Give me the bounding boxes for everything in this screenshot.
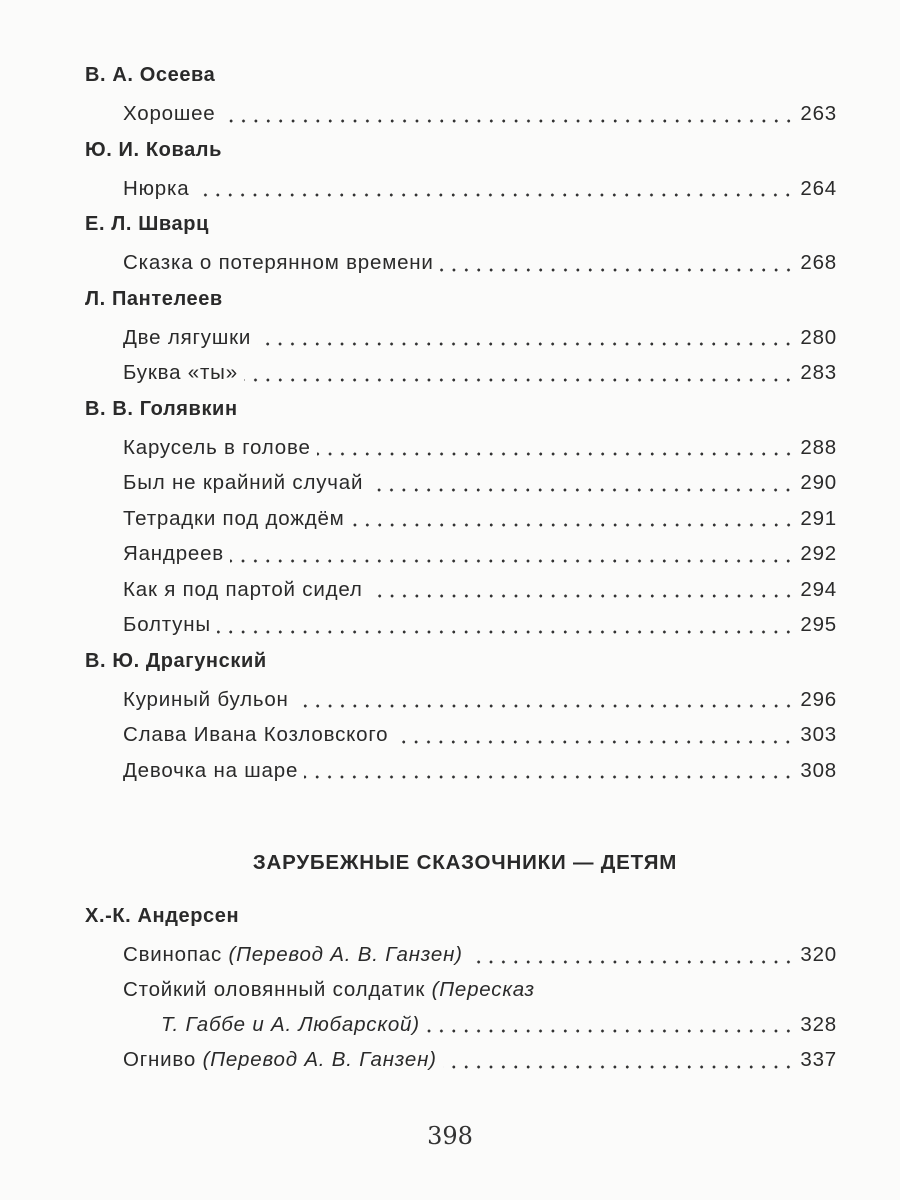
entry-title: Болтуны — [123, 613, 211, 636]
entry-title: Буква «ты» — [123, 361, 238, 384]
page-number-footer: 398 — [427, 1122, 473, 1150]
toc-entry[interactable] — [85, 973, 837, 1007]
dot-leader — [394, 740, 794, 744]
dot-leader — [443, 1065, 795, 1069]
page-number: 295 — [800, 613, 837, 636]
entry-note: (Перевод А. В. Ганзен) — [228, 943, 463, 966]
toc-entry[interactable] — [85, 1042, 837, 1078]
toc-entry[interactable] — [85, 572, 837, 608]
entry-title: Огниво — [123, 1048, 197, 1071]
entry-note: (Пересказ — [431, 977, 535, 1001]
toc-entry[interactable] — [85, 607, 837, 643]
author-name: Е. Л. Шварц — [85, 213, 209, 235]
toc-entry[interactable] — [85, 937, 837, 973]
page-number: 288 — [800, 435, 837, 459]
entry-title: Куриный бульон — [123, 687, 289, 711]
page-number: 308 — [800, 758, 837, 782]
toc-entry[interactable] — [85, 753, 837, 789]
toc-entry-continuation[interactable] — [85, 1007, 837, 1043]
page-number: 264 — [800, 176, 837, 200]
page-number: 291 — [800, 506, 837, 530]
entry-title: Был не крайний случай — [123, 471, 364, 494]
author-name: В. А. Осеева — [85, 64, 216, 86]
dot-leader — [230, 559, 794, 563]
entry-note: (Перевод А. В. Ганзен) — [202, 1048, 437, 1071]
entry-note: Т. Габбе и А. Любарской) — [161, 1012, 420, 1036]
entry-title: Как я под партой сидел — [123, 577, 363, 601]
entry-title: Свинопас — [123, 943, 223, 966]
dot-leader — [195, 193, 794, 197]
dot-leader — [369, 488, 794, 492]
entry-title: Слава Ивана Козловского — [123, 723, 389, 746]
dot-leader — [426, 1029, 795, 1033]
page-number: 328 — [800, 1012, 837, 1036]
entry-title: Две лягушки — [123, 325, 252, 349]
toc-entry[interactable] — [85, 682, 837, 718]
dot-leader — [295, 704, 795, 708]
entry-title: Яандреев — [123, 542, 224, 565]
dot-leader — [217, 630, 795, 634]
author-name: В. Ю. Драгунский — [85, 649, 267, 672]
author-name: Х.-К. Андерсен — [85, 905, 240, 927]
toc-entry[interactable] — [85, 465, 837, 501]
page-number: 337 — [800, 1048, 837, 1071]
dot-leader — [257, 342, 794, 346]
toc-entry[interactable] — [85, 96, 837, 132]
entry-title: Стойкий оловянный солдатик — [123, 977, 426, 1001]
toc-entry[interactable] — [85, 717, 837, 753]
table-of-contents — [85, 57, 837, 788]
page-number: 292 — [800, 542, 837, 565]
entry-title: Нюрка — [123, 176, 190, 200]
page-number: 320 — [800, 943, 837, 966]
dot-leader — [304, 775, 794, 779]
entry-title: Хорошее — [123, 102, 216, 125]
author-name: Л. Пантелеев — [85, 287, 223, 310]
entry-title: Карусель в голове — [123, 435, 311, 459]
page-number: 303 — [800, 723, 837, 746]
page-number: 296 — [800, 687, 837, 711]
entry-title: Тетрадки под дождём — [123, 506, 345, 530]
foreign-toc — [85, 898, 837, 1078]
toc-entry[interactable] — [85, 355, 837, 391]
toc-entry[interactable] — [85, 536, 837, 572]
toc-entry[interactable] — [85, 171, 837, 207]
toc-entry[interactable] — [85, 320, 837, 356]
dot-leader — [351, 523, 795, 527]
page-number: 280 — [800, 325, 837, 349]
toc-entry[interactable] — [85, 430, 837, 466]
entry-title: Девочка на шаре — [123, 758, 299, 782]
dot-leader — [440, 268, 795, 272]
dot-leader — [244, 378, 794, 382]
author-name: Ю. И. Коваль — [85, 138, 223, 161]
author-name: В. В. Голявкин — [85, 397, 238, 420]
page-number: 263 — [800, 102, 837, 125]
entry-title: Сказка о потерянном времени — [123, 251, 434, 274]
section-heading: ЗАРУБЕЖНЫЕ СКАЗОЧНИКИ — ДЕТЯМ — [252, 851, 678, 874]
page-number: 268 — [800, 251, 837, 274]
toc-entry[interactable] — [85, 245, 837, 281]
dot-leader — [317, 452, 795, 456]
page-number: 294 — [800, 577, 837, 601]
toc-entry[interactable] — [85, 501, 837, 537]
dot-leader — [469, 960, 795, 964]
page-number: 290 — [800, 471, 837, 494]
dot-leader — [222, 119, 795, 123]
dot-leader — [369, 594, 795, 598]
page-number: 283 — [800, 361, 837, 384]
